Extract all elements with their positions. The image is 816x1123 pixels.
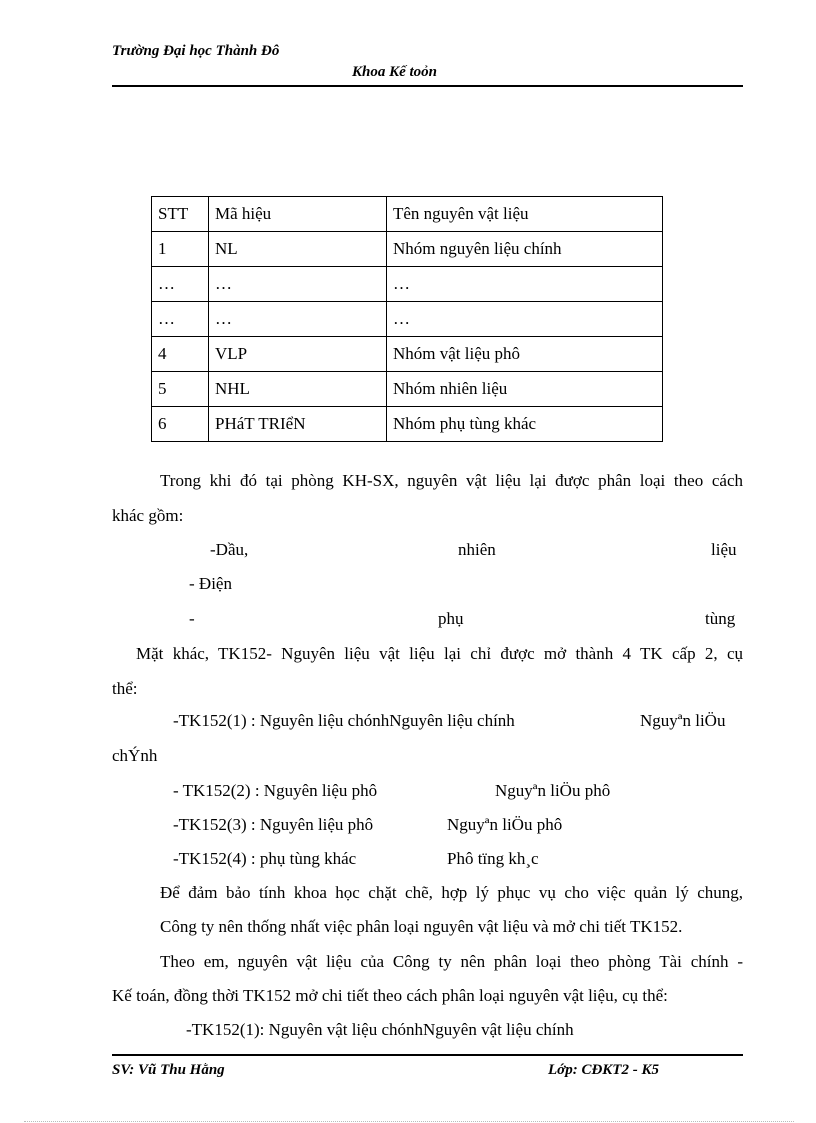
paragraph-line: khác gồm: xyxy=(112,506,184,525)
table-row xyxy=(152,267,663,302)
footer-class: Lớp: CĐKT2 - K5 xyxy=(548,1062,659,1078)
list-item-text: - Điện xyxy=(189,574,232,593)
table-cell: Nhóm phụ tùng khác xyxy=(387,407,663,442)
table-cell: Nhóm nhiên liệu xyxy=(387,372,663,407)
table-row xyxy=(152,407,663,442)
account-line: Nguyªn liÖu xyxy=(640,711,726,730)
table-cell: PHáT TRIểN xyxy=(209,407,387,442)
table-cell: … xyxy=(387,302,663,337)
paragraph-line: -TK152(1): Nguyên vật liệu chónhNguyên vật liệu chính xyxy=(186,1020,574,1039)
table-cell: 1 xyxy=(152,232,209,267)
table-cell: … xyxy=(387,267,663,302)
account-line: Phô tïng kh¸c xyxy=(447,849,539,868)
list-item-text: tùng xyxy=(705,609,736,628)
table-cell: NHL xyxy=(209,372,387,407)
table-row xyxy=(152,337,663,372)
table-cell: Nhóm nguyên liệu chính xyxy=(387,232,663,267)
list-item-text: - xyxy=(189,609,195,628)
header-school: Trường Đại học Thành Đô xyxy=(112,43,280,59)
column-header: STT xyxy=(152,197,209,232)
paragraph-line: thể: xyxy=(112,679,138,698)
table-header-row xyxy=(152,197,663,232)
table-cell: … xyxy=(209,302,387,337)
paragraph-line: Trong khi đó tại phòng KH-SX, nguyên vật liệu lại được phân loại theo cách xyxy=(160,471,743,490)
header-rule xyxy=(112,85,743,87)
list-item-text: nhiên xyxy=(458,540,496,559)
table-cell: 4 xyxy=(152,337,209,372)
account-line: -TK152(1) : Nguyên liệu chónhNguyên liệu chính xyxy=(173,711,515,730)
material-table xyxy=(151,196,663,442)
account-line: -TK152(3) : Nguyên liệu phô xyxy=(173,815,374,834)
paragraph-line: Kế toán, đồng thời TK152 mở chi tiết theo cách phân loại nguyên vật liệu, cụ thể: xyxy=(112,986,668,1005)
paragraph-line: Công ty nên thống nhất việc phân loại nguyên vật liệu và mở chi tiết TK152. xyxy=(160,917,683,936)
table-row xyxy=(152,372,663,407)
list-item-text: liệu xyxy=(711,540,737,559)
table-row xyxy=(152,302,663,337)
table-cell: Nhóm vật liệu phô xyxy=(387,337,663,372)
header-faculty: Khoa Kế toỏn xyxy=(352,64,438,80)
paragraph-line: Để đảm bảo tính khoa học chặt chẽ, hợp lý phục vụ cho việc quản lý chung, xyxy=(160,883,743,902)
table-cell: … xyxy=(152,267,209,302)
paragraph-line: Mặt khác, TK152- Nguyên liệu vật liệu lại chỉ được mở thành 4 TK cấp 2, cụ xyxy=(136,644,743,663)
list-item-text: phụ xyxy=(438,609,464,628)
account-line: - TK152(2) : Nguyên liệu phô xyxy=(173,781,378,800)
account-line: Nguyªn liÖu phô xyxy=(495,781,611,800)
column-header: Tên nguyên vật liệu xyxy=(387,197,663,232)
footer-rule xyxy=(112,1054,743,1056)
paragraph-line: Theo em, nguyên vật liệu của Công ty nên phân loại theo phòng Tài chính - xyxy=(160,952,743,971)
page-edge-dotted-line xyxy=(24,1121,794,1122)
table-row xyxy=(152,232,663,267)
list-item-text: -Dầu, xyxy=(210,540,249,559)
table-cell: 5 xyxy=(152,372,209,407)
table-cell: … xyxy=(209,267,387,302)
footer-student: SV: Vũ Thu Hằng xyxy=(112,1062,225,1078)
table-cell: … xyxy=(152,302,209,337)
column-header: Mã hiệu xyxy=(209,197,387,232)
table-cell: VLP xyxy=(209,337,387,372)
table-cell: 6 xyxy=(152,407,209,442)
account-line: Nguyªn liÖu phô xyxy=(447,815,563,834)
table-cell: NL xyxy=(209,232,387,267)
account-line: chÝnh xyxy=(112,746,158,765)
account-line: -TK152(4) : phụ tùng khác xyxy=(173,849,357,868)
